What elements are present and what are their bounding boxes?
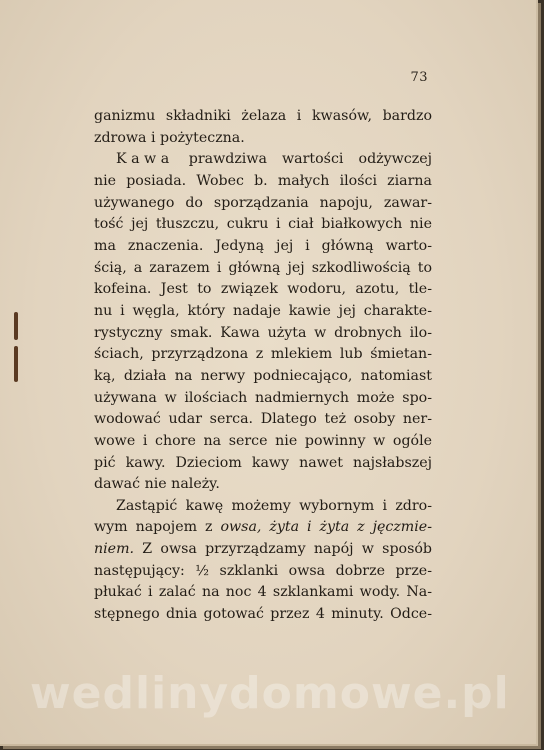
text-line	[94, 258, 432, 280]
text-line	[94, 409, 432, 431]
text-line	[94, 193, 432, 215]
watermark: wedlinydomowe.pl	[30, 668, 510, 719]
text-run: Z owsa przyrządzamy napój w sposób	[134, 541, 432, 558]
text-run: nie posiada. Wobec b. małych ilości ziarna	[94, 172, 432, 189]
text-line	[94, 474, 432, 496]
text-run: używana w ilościach nadmiernych może spo-	[94, 389, 432, 406]
text-line	[94, 388, 432, 410]
page-number: 73	[410, 70, 428, 85]
text-run: tość jej tłuszczu, cukru i ciał białkowych nie	[94, 216, 432, 233]
text-line	[94, 517, 432, 539]
text-line	[94, 344, 432, 366]
text-run: Zastąpić kawę możemy wybornym i zdro-	[116, 497, 432, 514]
text-run: niem.	[94, 541, 135, 558]
text-line	[94, 236, 432, 258]
text-run: prawdziwa wartości odżywczej	[173, 151, 432, 168]
text-line	[94, 106, 432, 128]
text-run: wodować udar serca. Dlatego też osoby ner-	[94, 411, 432, 428]
text-run: używanego do sporządzania napoju, zawar-	[94, 194, 432, 211]
text-run: dawać nie należy.	[94, 476, 220, 493]
text-line	[94, 561, 432, 583]
text-line	[94, 496, 432, 518]
text-run: ganizmu składniki żelaza i kwasów, bardzo	[94, 108, 432, 124]
text-run: rystyczny smak. Kawa użyta w drobnych ilo-	[94, 324, 432, 341]
text-run: ką, działa na nerwy podniecająco, natomiast	[94, 367, 432, 384]
text-line	[94, 453, 432, 475]
text-run: płukać i zalać na noc 4 szklankami wody. Na-	[94, 584, 432, 601]
text-run: ściach, przyrządzona z mlekiem lub śmietan-	[94, 346, 432, 363]
text-run: następujący: ½ szklanki owsa dobrze prze-	[94, 562, 432, 579]
text-run: kofeina. Jest to związek wodoru, azotu, tle-	[94, 281, 432, 298]
text-line	[94, 279, 432, 301]
text-run: owsa, żyta i żyta z jęczmie-	[220, 519, 432, 536]
text-line	[94, 128, 432, 150]
text-line	[94, 582, 432, 604]
text-run: stępnego dnia gotować przez 4 minuty. Odce-	[94, 606, 432, 623]
text-line	[94, 301, 432, 323]
text-run: zdrowa i pożyteczna.	[94, 129, 245, 146]
text-line	[94, 604, 432, 626]
text-run: nu i węgla, który nadaje kawie jej charakte-	[94, 302, 432, 319]
text-run: Kawa	[116, 151, 174, 168]
text-run: ścią, a zarazem i główną jej szkodliwością to	[94, 259, 432, 276]
body-text	[94, 106, 432, 626]
text-line	[94, 171, 432, 193]
text-line	[94, 214, 432, 236]
text-line	[94, 149, 432, 171]
text-run: wym napojem z	[94, 519, 221, 536]
text-run: wowe i chore na serce nie powinny w ogóle	[94, 432, 432, 449]
text-line	[94, 323, 432, 345]
binding-thread-bottom	[14, 346, 18, 382]
text-run: ma znaczenia. Jedyną jej i główną warto-	[94, 237, 432, 254]
text-line	[94, 539, 432, 561]
text-line	[94, 366, 432, 388]
text-line	[94, 431, 432, 453]
text-run: pić kawy. Dzieciom kawy nawet najsłabszej	[94, 454, 432, 471]
binding-thread-top	[14, 312, 18, 340]
